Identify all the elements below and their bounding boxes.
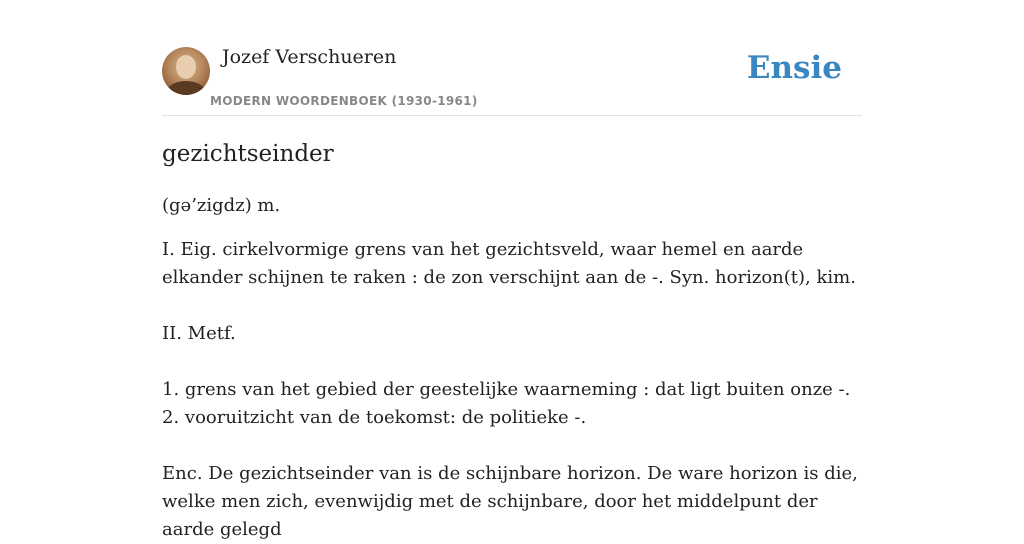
sub-sense-2: 2. vooruitzicht van de toekomst: de politieke -.: [162, 407, 587, 428]
portrait-image: [162, 47, 210, 95]
encyclopedic-note: Enc. De gezichtseinder van is de schijnbare horizon. De ware horizon is die, welke men zich, evenwijdig met de schijnbare, door het middelpunt der aarde gelegd: [162, 463, 858, 540]
author-name[interactable]: Jozef Verschueren: [222, 46, 397, 68]
definition: [162, 236, 862, 544]
entry-content: [162, 140, 862, 544]
pronunciation: (gə’zigdz) m.: [162, 195, 281, 216]
header: [162, 44, 862, 116]
divider: [162, 115, 862, 116]
source-label[interactable]: MODERN WOORDENBOEK (1930-1961): [210, 94, 478, 108]
sub-sense-1: 1. grens van het gebied der geestelijke waarneming : dat ligt buiten onze -.: [162, 379, 851, 400]
avatar[interactable]: [162, 47, 210, 95]
entry-title: gezichtseinder: [162, 141, 334, 167]
sense-1: I. Eig. cirkelvormige grens van het gezichtsveld, waar hemel en aarde elkander schijnen te raken : de zon verschijnt aan de -. Syn. horizon(t), kim.: [162, 239, 856, 288]
ensie-logo[interactable]: Ensie: [746, 50, 842, 86]
sense-2: II. Metf.: [162, 323, 236, 344]
